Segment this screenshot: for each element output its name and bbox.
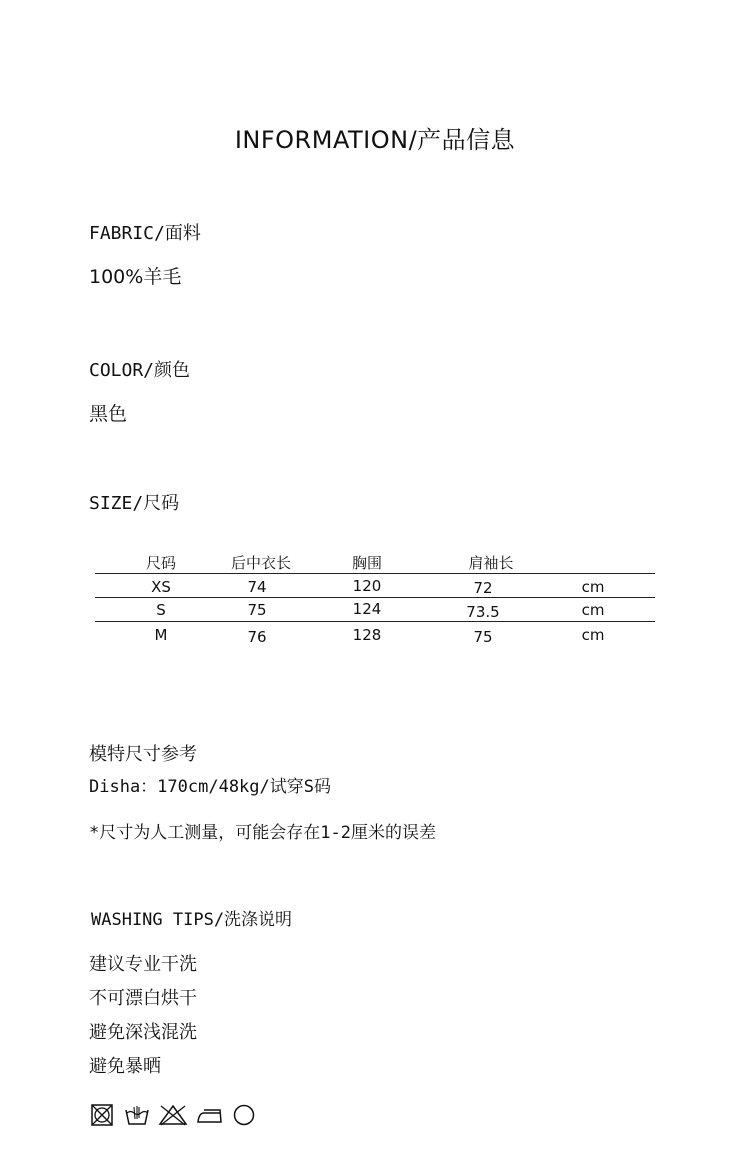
care-icons bbox=[90, 1103, 260, 1127]
row-size: S bbox=[156, 601, 166, 619]
color-label: COLOR/颜色 bbox=[89, 360, 191, 381]
washing-tip: 避免深浅混洗 bbox=[89, 1022, 197, 1043]
do-not-tumble-dry-icon bbox=[90, 1103, 114, 1127]
row-length: 76 bbox=[247, 628, 267, 646]
row-length: 75 bbox=[247, 601, 267, 619]
washing-tip: 避免暴晒 bbox=[89, 1056, 161, 1077]
row-chest: 124 bbox=[352, 600, 382, 618]
table-rule bbox=[95, 597, 655, 598]
washing-label: WASHING TIPS/洗涤说明 bbox=[91, 910, 293, 930]
header-chest: 胸围 bbox=[351, 554, 383, 572]
table-rule bbox=[95, 573, 655, 574]
row-unit: cm bbox=[581, 601, 605, 619]
iron-icon bbox=[196, 1103, 224, 1127]
page-title: INFORMATION/产品信息 bbox=[234, 126, 516, 154]
size-label: SIZE/尺码 bbox=[89, 493, 180, 514]
size-table bbox=[95, 552, 655, 652]
model-label: 模特尺寸参考 bbox=[89, 744, 197, 765]
row-unit: cm bbox=[581, 578, 605, 596]
row-unit: cm bbox=[581, 626, 605, 644]
row-size: XS bbox=[151, 578, 171, 596]
header-size: 尺码 bbox=[145, 554, 177, 572]
washing-tip: 不可漂白烘干 bbox=[89, 988, 197, 1009]
measurement-note: *尺寸为人工测量，可能会存在1-2厘米的误差 bbox=[89, 823, 436, 843]
header-shoulder-sleeve: 肩袖长 bbox=[468, 554, 514, 572]
fabric-label: FABRIC/面料 bbox=[89, 223, 201, 244]
color-value: 黑色 bbox=[89, 403, 128, 425]
row-sleeve: 72 bbox=[473, 579, 493, 597]
dry-clean-icon bbox=[232, 1103, 256, 1127]
header-back-length: 后中衣长 bbox=[230, 554, 292, 572]
washing-tip: 建议专业干洗 bbox=[89, 954, 197, 975]
row-chest: 120 bbox=[352, 577, 382, 595]
fabric-value: 100%羊毛 bbox=[89, 266, 182, 288]
row-chest: 128 bbox=[352, 626, 382, 644]
do-not-bleach-icon bbox=[158, 1103, 188, 1127]
row-length: 74 bbox=[247, 578, 267, 596]
row-size: M bbox=[154, 626, 168, 644]
hand-wash-icon bbox=[124, 1103, 150, 1127]
model-info: Disha：170cm/48kg/试穿S码 bbox=[89, 777, 331, 797]
row-sleeve: 75 bbox=[473, 628, 493, 646]
row-sleeve: 73.5 bbox=[466, 603, 500, 621]
table-rule bbox=[95, 621, 655, 622]
